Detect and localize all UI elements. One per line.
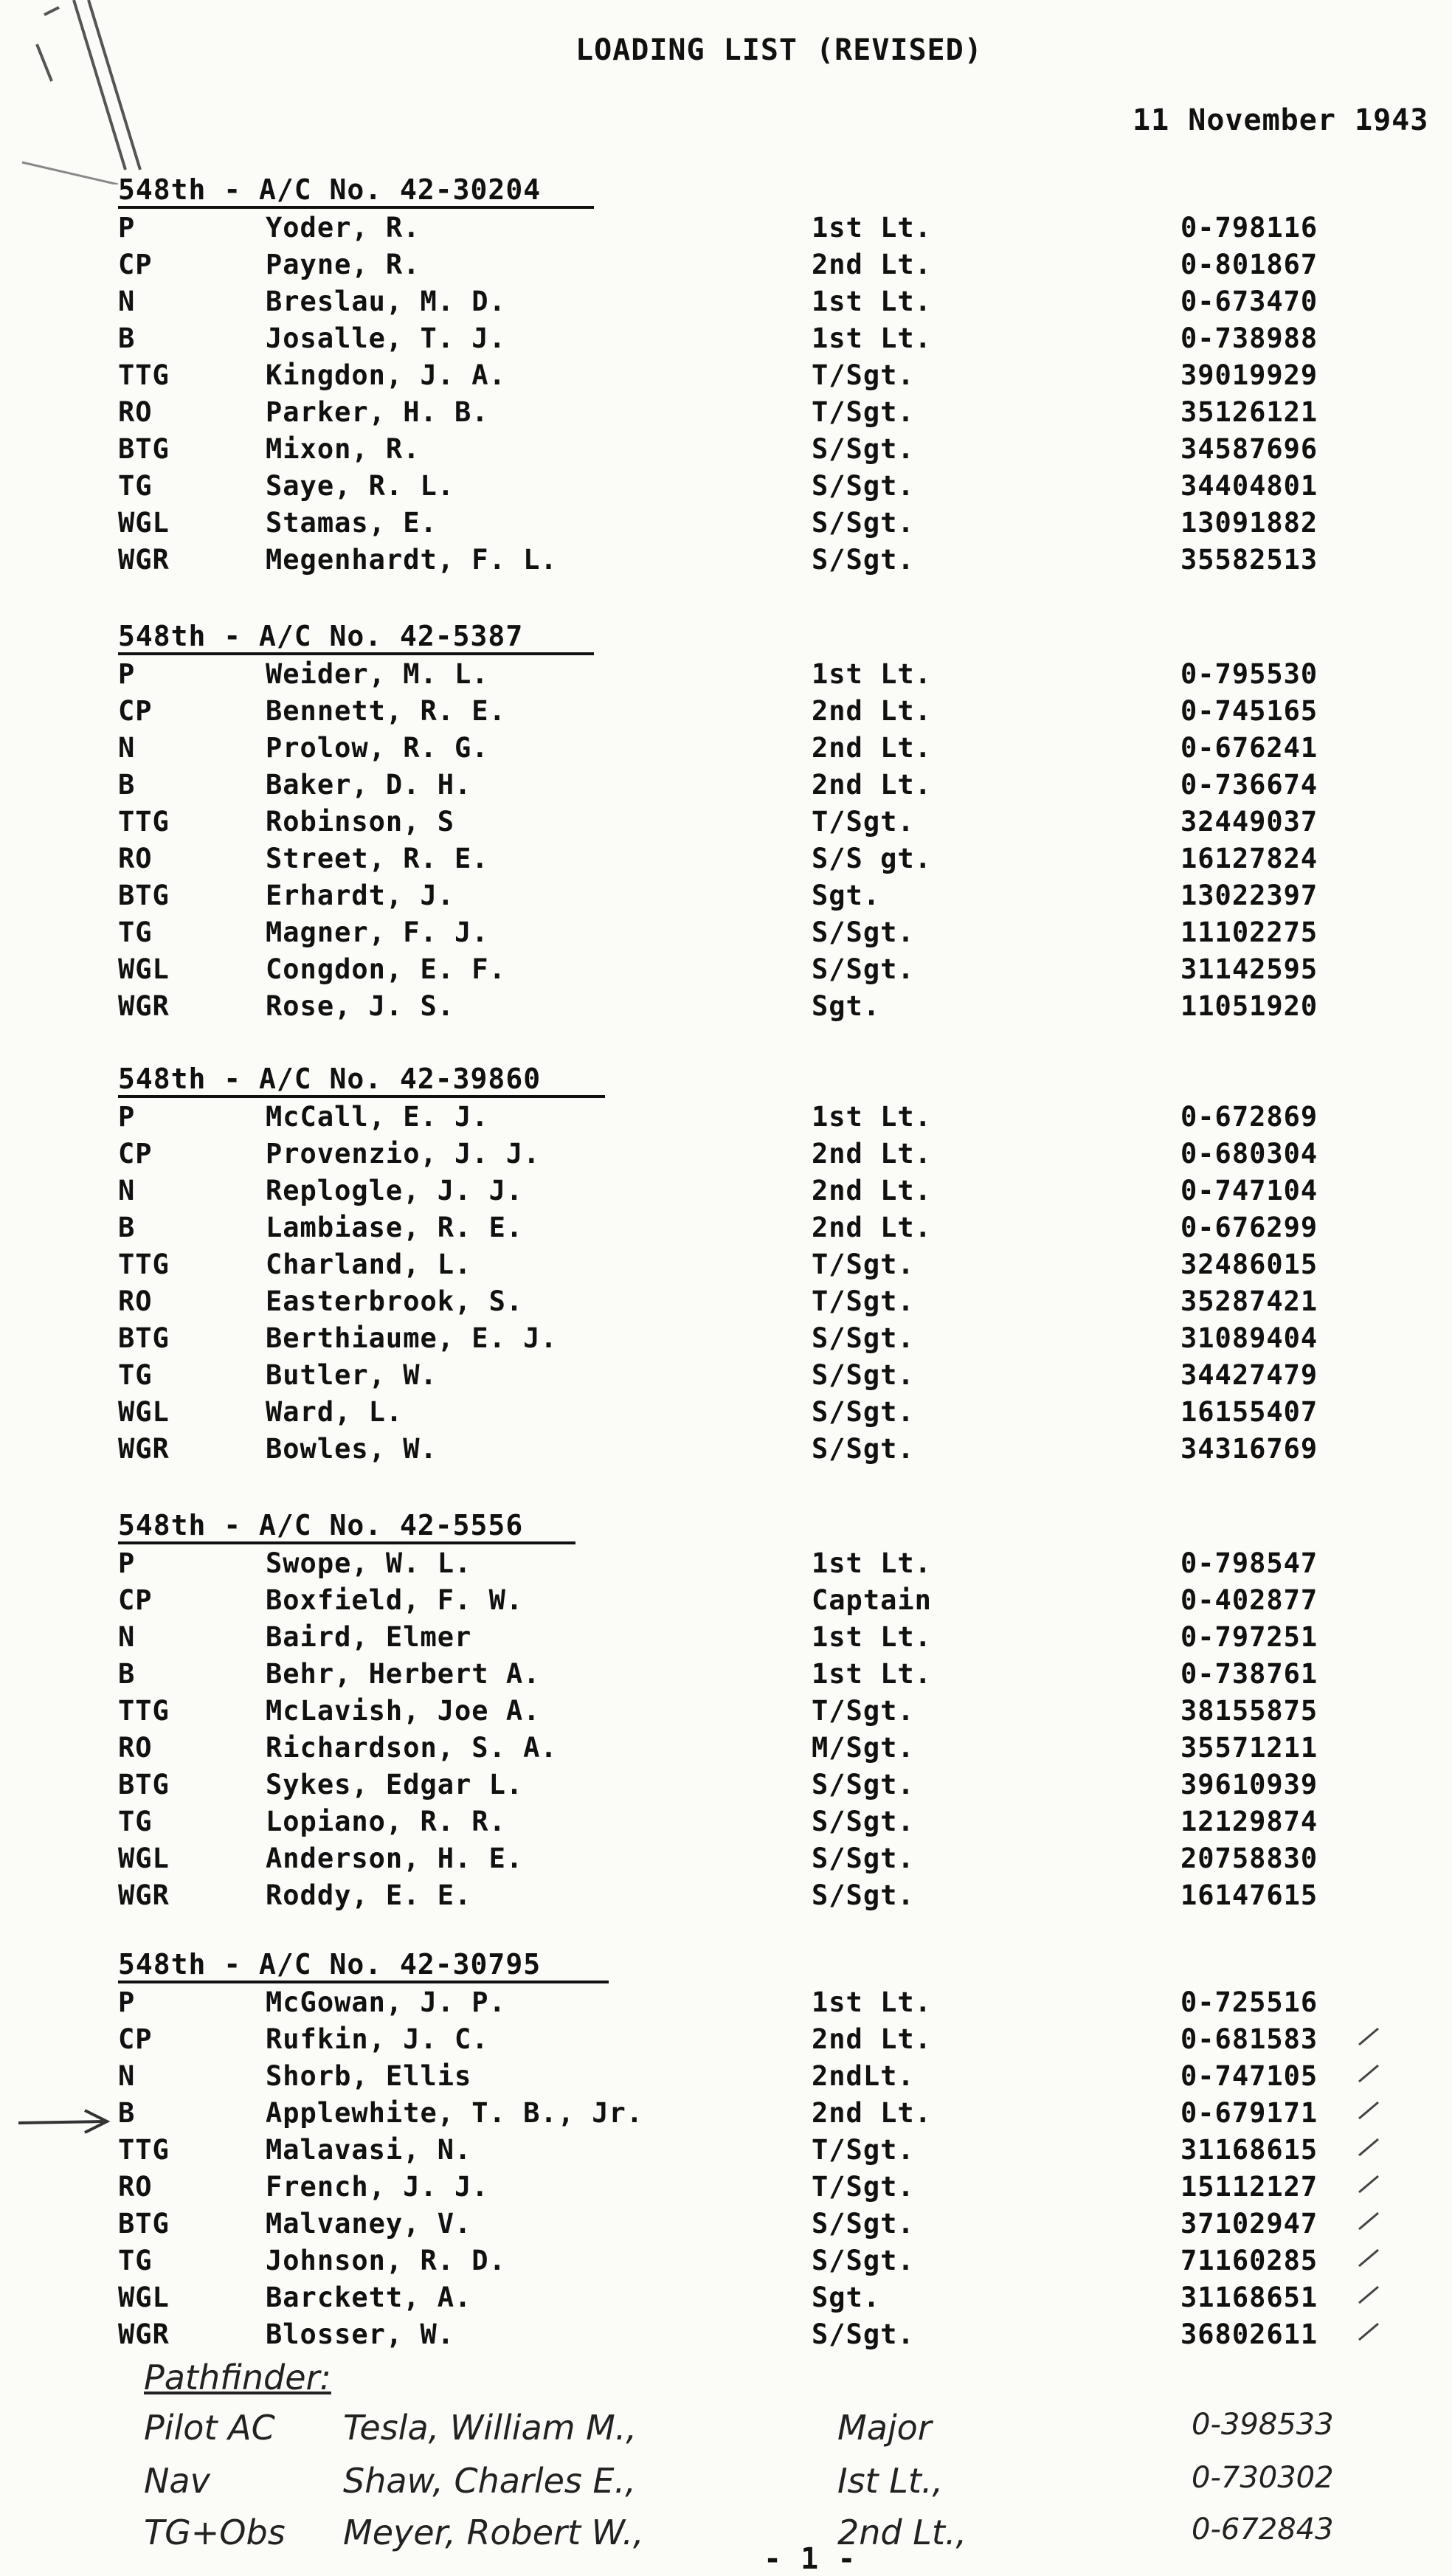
page-number: - 1 - bbox=[764, 2542, 857, 2576]
crew-serial: 71160285 bbox=[1180, 2245, 1318, 2276]
crew-role: BTG bbox=[118, 1769, 170, 1800]
crew-rank: Sgt. bbox=[812, 880, 881, 911]
crew-name: Roddy, E. E. bbox=[266, 1879, 472, 1911]
crew-serial: 0-676241 bbox=[1180, 732, 1318, 764]
crew-role: WGR bbox=[118, 990, 170, 1022]
crew-name: Blosser, W. bbox=[266, 2318, 455, 2350]
crew-name: Sykes, Edgar L. bbox=[266, 1769, 524, 1800]
crew-rank: 1st Lt. bbox=[812, 1986, 932, 2018]
crew-rank: 2nd Lt. bbox=[812, 732, 932, 764]
crew-role: B bbox=[118, 322, 136, 354]
crew-rank: S/Sgt. bbox=[812, 544, 915, 576]
crew-name: Kingdon, J. A. bbox=[266, 359, 506, 391]
crew-serial: 32486015 bbox=[1180, 1249, 1318, 1280]
crew-serial: 31089404 bbox=[1180, 1322, 1318, 1354]
crew-name: Johnson, R. D. bbox=[266, 2245, 506, 2276]
crew-rank: 2nd Lt. bbox=[812, 1138, 932, 1170]
crew-rank: S/Sgt. bbox=[812, 953, 915, 985]
crew-role: P bbox=[118, 212, 136, 244]
crew-name: Josalle, T. J. bbox=[266, 322, 506, 354]
crew-name: Rufkin, J. C. bbox=[266, 2023, 489, 2055]
check-tick-mark bbox=[1358, 2247, 1380, 2269]
check-tick-mark bbox=[1358, 2099, 1380, 2121]
crew-name: Payne, R. bbox=[266, 249, 421, 280]
crew-name: Malvaney, V. bbox=[266, 2208, 472, 2240]
crew-name: Swope, W. L. bbox=[266, 1547, 472, 1579]
crew-rank: S/Sgt. bbox=[812, 470, 915, 502]
crew-name: Mixon, R. bbox=[266, 433, 421, 465]
crew-role: TG bbox=[118, 470, 153, 502]
crew-rank: 2nd Lt. bbox=[812, 695, 932, 727]
crew-serial: 0-680304 bbox=[1180, 1138, 1318, 1170]
crew-rank: T/Sgt. bbox=[812, 396, 915, 428]
crew-name: Prolow, R. G. bbox=[266, 732, 489, 764]
check-tick-mark bbox=[1358, 2136, 1380, 2158]
crew-role: N bbox=[118, 1621, 136, 1653]
crew-name: McGowan, J. P. bbox=[266, 1986, 506, 2018]
crew-role: WGR bbox=[118, 2318, 170, 2350]
crew-serial: 0-747105 bbox=[1180, 2060, 1318, 2092]
crew-name: Replogle, J. J. bbox=[266, 1175, 524, 1206]
crew-name: Tesla, William M., bbox=[343, 2408, 637, 2448]
crew-rank: 2nd Lt. bbox=[812, 1175, 932, 1206]
crew-rank: 2nd Lt. bbox=[812, 2097, 932, 2129]
crew-rank: M/Sgt. bbox=[812, 1732, 915, 1764]
crew-serial: 0-738988 bbox=[1180, 322, 1318, 354]
crew-role: CP bbox=[118, 1584, 153, 1616]
crew-role: TTG bbox=[118, 359, 170, 391]
crew-serial: 37102947 bbox=[1180, 2208, 1318, 2240]
crew-serial: 16155407 bbox=[1180, 1396, 1318, 1428]
crew-name: Parker, H. B. bbox=[266, 396, 489, 428]
crew-serial: 31168615 bbox=[1180, 2134, 1318, 2166]
crew-rank: S/Sgt. bbox=[812, 1843, 915, 1874]
crew-name: Barckett, A. bbox=[266, 2282, 472, 2313]
crew-role: BTG bbox=[118, 1322, 170, 1354]
crew-role: WGR bbox=[118, 1879, 170, 1911]
crew-serial: 0-797251 bbox=[1180, 1621, 1318, 1653]
crew-serial: 39610939 bbox=[1180, 1769, 1318, 1800]
crew-serial: 35571211 bbox=[1180, 1732, 1318, 1764]
crew-role: Nav bbox=[144, 2461, 210, 2501]
crew-rank: 1st Lt. bbox=[812, 1658, 932, 1690]
crew-name: Easterbrook, S. bbox=[266, 1285, 524, 1317]
crew-role: TTG bbox=[118, 1249, 170, 1280]
crew-rank: 1st Lt. bbox=[812, 1101, 932, 1133]
crew-role: CP bbox=[118, 2023, 153, 2055]
crew-serial: 36802611 bbox=[1180, 2318, 1318, 2350]
crew-role: RO bbox=[118, 396, 153, 428]
crew-serial: 34316769 bbox=[1180, 1433, 1318, 1465]
check-tick-mark bbox=[1358, 2026, 1380, 2048]
crew-role: RO bbox=[118, 1285, 153, 1317]
crew-serial: 0-681583 bbox=[1180, 2023, 1318, 2055]
crew-serial: 0-673470 bbox=[1180, 286, 1318, 317]
crew-serial: 0-747104 bbox=[1180, 1175, 1318, 1206]
crew-rank: Major bbox=[837, 2408, 932, 2448]
crew-serial: 35582513 bbox=[1180, 544, 1318, 576]
crew-rank: 1st Lt. bbox=[812, 212, 932, 244]
crew-role: P bbox=[118, 1986, 136, 2018]
crew-serial: 13091882 bbox=[1180, 507, 1318, 539]
crew-serial: 20758830 bbox=[1180, 1843, 1318, 1874]
crew-role: B bbox=[118, 2097, 136, 2129]
crew-rank: 2nd Lt. bbox=[812, 1212, 932, 1243]
crew-serial: 11051920 bbox=[1180, 990, 1318, 1022]
crew-role: WGL bbox=[118, 953, 170, 985]
crew-role: P bbox=[118, 658, 136, 690]
crew-rank: S/Sgt. bbox=[812, 2318, 915, 2350]
crew-name: Yoder, R. bbox=[266, 212, 421, 244]
crew-serial: 34427479 bbox=[1180, 1359, 1318, 1391]
crew-serial: 0-745165 bbox=[1180, 695, 1318, 727]
crew-serial: 0-672869 bbox=[1180, 1101, 1318, 1133]
crew-role: B bbox=[118, 769, 136, 801]
crew-serial: 0-738761 bbox=[1180, 1658, 1318, 1690]
crew-role: B bbox=[118, 1658, 136, 1690]
crew-rank: 1st Lt. bbox=[812, 322, 932, 354]
crew-rank: 2ndLt. bbox=[812, 2060, 915, 2092]
crew-role: CP bbox=[118, 695, 153, 727]
crew-name: Breslau, M. D. bbox=[266, 286, 506, 317]
crew-serial: 35126121 bbox=[1180, 396, 1318, 428]
crew-rank: T/Sgt. bbox=[812, 2134, 915, 2166]
crew-role: TG bbox=[118, 2245, 153, 2276]
header-underline bbox=[118, 652, 594, 655]
crew-name: Malavasi, N. bbox=[266, 2134, 472, 2166]
crew-name: Ward, L. bbox=[266, 1396, 404, 1428]
crew-serial: 0-798547 bbox=[1180, 1547, 1318, 1579]
crew-serial: 0-795530 bbox=[1180, 658, 1318, 690]
crew-role: WGL bbox=[118, 1396, 170, 1428]
crew-serial: 0-798116 bbox=[1180, 212, 1318, 244]
header-underline bbox=[118, 1095, 605, 1098]
crew-name: McCall, E. J. bbox=[266, 1101, 489, 1133]
crew-role: BTG bbox=[118, 2208, 170, 2240]
crew-rank: S/S gt. bbox=[812, 843, 932, 874]
crew-role: CP bbox=[118, 249, 153, 280]
crew-rank: T/Sgt. bbox=[812, 2171, 915, 2203]
crew-name: Bennett, R. E. bbox=[266, 695, 506, 727]
crew-role: WGL bbox=[118, 2282, 170, 2313]
section-header: 548th - A/C No. 42-5556 bbox=[118, 1509, 524, 1541]
crew-rank: 2nd Lt. bbox=[812, 249, 932, 280]
crew-name: French, J. J. bbox=[266, 2171, 489, 2203]
crew-serial: 0-730302 bbox=[1192, 2461, 1334, 2495]
crew-role: P bbox=[118, 1101, 136, 1133]
crew-name: Lopiano, R. R. bbox=[266, 1806, 506, 1837]
crew-rank: 2nd Lt. bbox=[812, 769, 932, 801]
crew-serial: 39019929 bbox=[1180, 359, 1318, 391]
crew-role: TTG bbox=[118, 806, 170, 838]
crew-name: Bowles, W. bbox=[266, 1433, 438, 1465]
crew-name: Congdon, E. F. bbox=[266, 953, 506, 985]
crew-rank: T/Sgt. bbox=[812, 1249, 915, 1280]
crew-serial: 0-398533 bbox=[1192, 2408, 1334, 2442]
crew-serial: 0-801867 bbox=[1180, 249, 1318, 280]
crew-role: N bbox=[118, 1175, 136, 1206]
crew-name: Behr, Herbert A. bbox=[266, 1658, 541, 1690]
crew-role: RO bbox=[118, 843, 153, 874]
crew-serial: 0-402877 bbox=[1180, 1584, 1318, 1616]
crew-serial: 12129874 bbox=[1180, 1806, 1318, 1837]
check-tick-mark bbox=[1358, 2321, 1380, 2343]
pen-scratch-mark bbox=[15, 0, 236, 184]
crew-rank: S/Sgt. bbox=[812, 1433, 915, 1465]
crew-role: TG bbox=[118, 916, 153, 948]
crew-rank: S/Sgt. bbox=[812, 1322, 915, 1354]
crew-role: TG bbox=[118, 1359, 153, 1391]
crew-role: N bbox=[118, 732, 136, 764]
crew-rank: S/Sgt. bbox=[812, 1359, 915, 1391]
crew-rank: S/Sgt. bbox=[812, 916, 915, 948]
crew-rank: Sgt. bbox=[812, 990, 881, 1022]
crew-name: Anderson, H. E. bbox=[266, 1843, 524, 1874]
check-tick-mark bbox=[1358, 2173, 1380, 2195]
crew-name: Saye, R. L. bbox=[266, 470, 455, 502]
crew-name: McLavish, Joe A. bbox=[266, 1695, 541, 1727]
crew-role: BTG bbox=[118, 880, 170, 911]
crew-name: Baird, Elmer bbox=[266, 1621, 472, 1653]
crew-name: Shorb, Ellis bbox=[266, 2060, 472, 2092]
crew-role: TTG bbox=[118, 2134, 170, 2166]
crew-role: RO bbox=[118, 1732, 153, 1764]
document-date: 11 November 1943 bbox=[1133, 103, 1429, 137]
crew-name: Megenhardt, F. L. bbox=[266, 544, 558, 576]
crew-rank: S/Sgt. bbox=[812, 1879, 915, 1911]
crew-serial: 38155875 bbox=[1180, 1695, 1318, 1727]
crew-serial: 16147615 bbox=[1180, 1879, 1318, 1911]
check-tick-mark bbox=[1358, 2210, 1380, 2232]
crew-role: TG bbox=[118, 1806, 153, 1837]
check-tick-mark bbox=[1358, 2062, 1380, 2085]
crew-rank: S/Sgt. bbox=[812, 1396, 915, 1428]
crew-name: Robinson, S bbox=[266, 806, 455, 838]
crew-role: WGL bbox=[118, 507, 170, 539]
crew-rank: T/Sgt. bbox=[812, 1695, 915, 1727]
crew-role: TG+Obs bbox=[144, 2513, 286, 2552]
crew-serial: 35287421 bbox=[1180, 1285, 1318, 1317]
crew-rank: 1st Lt. bbox=[812, 286, 932, 317]
crew-rank: S/Sgt. bbox=[812, 2245, 915, 2276]
crew-name: Butler, W. bbox=[266, 1359, 438, 1391]
section-header: 548th - A/C No. 42-5387 bbox=[118, 620, 524, 652]
crew-name: Stamas, E. bbox=[266, 507, 438, 539]
crew-role: P bbox=[118, 1547, 136, 1579]
crew-rank: T/Sgt. bbox=[812, 359, 915, 391]
section-header: 548th - A/C No. 42-39860 bbox=[118, 1063, 542, 1095]
crew-name: Provenzio, J. J. bbox=[266, 1138, 541, 1170]
arrow-icon bbox=[15, 2107, 118, 2136]
header-underline bbox=[118, 206, 594, 209]
crew-role: WGR bbox=[118, 544, 170, 576]
crew-rank: 2nd Lt. bbox=[812, 2023, 932, 2055]
crew-serial: 31142595 bbox=[1180, 953, 1318, 985]
crew-role: N bbox=[118, 286, 136, 317]
crew-role: WGR bbox=[118, 1433, 170, 1465]
crew-role: RO bbox=[118, 2171, 153, 2203]
crew-role: B bbox=[118, 1212, 136, 1243]
crew-role: CP bbox=[118, 1138, 153, 1170]
crew-rank: T/Sgt. bbox=[812, 806, 915, 838]
crew-serial: 34404801 bbox=[1180, 470, 1318, 502]
crew-role: N bbox=[118, 2060, 136, 2092]
crew-rank: Ist Lt., bbox=[837, 2461, 944, 2501]
crew-rank: 1st Lt. bbox=[812, 1547, 932, 1579]
crew-name: Street, R. E. bbox=[266, 843, 489, 874]
header-underline bbox=[118, 1981, 609, 1983]
crew-serial: 0-672843 bbox=[1192, 2513, 1334, 2546]
crew-serial: 16127824 bbox=[1180, 843, 1318, 874]
crew-serial: 13022397 bbox=[1180, 880, 1318, 911]
check-tick-mark bbox=[1358, 2284, 1380, 2306]
crew-name: Lambiase, R. E. bbox=[266, 1212, 524, 1243]
crew-name: Meyer, Robert W., bbox=[343, 2513, 644, 2552]
crew-serial: 0-725516 bbox=[1180, 1986, 1318, 2018]
crew-name: Berthiaume, E. J. bbox=[266, 1322, 558, 1354]
crew-rank: Captain bbox=[812, 1584, 932, 1616]
crew-name: Rose, J. S. bbox=[266, 990, 455, 1022]
crew-name: Applewhite, T. B., Jr. bbox=[266, 2097, 644, 2129]
crew-role: WGL bbox=[118, 1843, 170, 1874]
crew-rank: S/Sgt. bbox=[812, 1806, 915, 1837]
document-title: LOADING LIST (REVISED) bbox=[575, 33, 983, 67]
crew-name: Magner, F. J. bbox=[266, 916, 489, 948]
crew-name: Shaw, Charles E., bbox=[343, 2461, 636, 2501]
crew-serial: 15112127 bbox=[1180, 2171, 1318, 2203]
crew-rank: 1st Lt. bbox=[812, 658, 932, 690]
crew-serial: 11102275 bbox=[1180, 916, 1318, 948]
crew-name: Baker, D. H. bbox=[266, 769, 472, 801]
crew-role: Pilot AC bbox=[144, 2408, 275, 2448]
crew-serial: 0-676299 bbox=[1180, 1212, 1318, 1243]
crew-serial: 34587696 bbox=[1180, 433, 1318, 465]
crew-rank: Sgt. bbox=[812, 2282, 881, 2313]
crew-name: Boxfield, F. W. bbox=[266, 1584, 524, 1616]
crew-serial: 32449037 bbox=[1180, 806, 1318, 838]
crew-role: TTG bbox=[118, 1695, 170, 1727]
crew-rank: T/Sgt. bbox=[812, 1285, 915, 1317]
crew-rank: 2nd Lt., bbox=[837, 2513, 967, 2552]
crew-rank: S/Sgt. bbox=[812, 2208, 915, 2240]
crew-role: BTG bbox=[118, 433, 170, 465]
section-header: 548th - A/C No. 42-30795 bbox=[118, 1948, 542, 1981]
crew-name: Weider, M. L. bbox=[266, 658, 489, 690]
crew-serial: 0-679171 bbox=[1180, 2097, 1318, 2129]
crew-rank: S/Sgt. bbox=[812, 507, 915, 539]
crew-name: Richardson, S. A. bbox=[266, 1732, 558, 1764]
crew-serial: 31168651 bbox=[1180, 2282, 1318, 2313]
pathfinder-title: Pathfinder: bbox=[144, 2358, 331, 2397]
crew-name: Erhardt, J. bbox=[266, 880, 455, 911]
crew-rank: S/Sgt. bbox=[812, 433, 915, 465]
section-header: 548th - A/C No. 42-30204 bbox=[118, 173, 542, 206]
crew-name: Charland, L. bbox=[266, 1249, 472, 1280]
crew-rank: 1st Lt. bbox=[812, 1621, 932, 1653]
crew-serial: 0-736674 bbox=[1180, 769, 1318, 801]
crew-rank: S/Sgt. bbox=[812, 1769, 915, 1800]
header-underline bbox=[118, 1541, 575, 1544]
